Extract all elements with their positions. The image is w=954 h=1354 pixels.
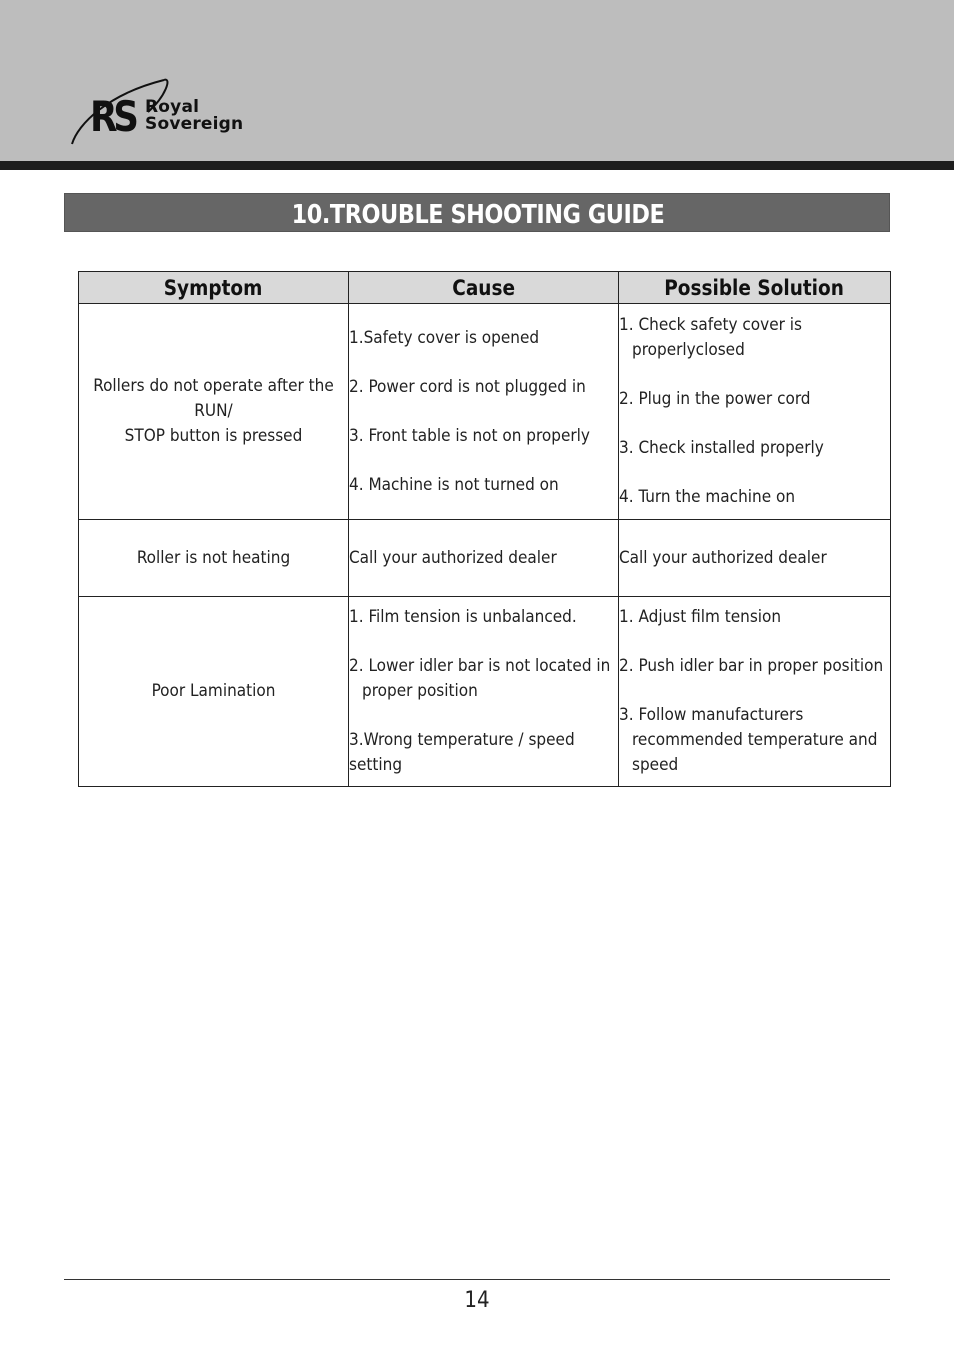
list-item: 2. Push idler bar in proper position (619, 656, 884, 676)
header-symptom: Symptom (79, 272, 349, 304)
section-title-bar (64, 193, 890, 232)
logo-line-1: Royal (145, 97, 200, 117)
table-row (79, 304, 891, 520)
list-item: 3. Front table is not on properly (349, 425, 590, 446)
table-header-row (79, 272, 891, 304)
cause-cell (349, 520, 619, 597)
table-row (79, 520, 891, 597)
page-title: 10.TROUBLE SHOOTING GUIDE (291, 200, 665, 230)
list-item: 2. Lower idler bar is not located in proper position (349, 656, 611, 701)
symptom-cell: Poor Lamination (79, 597, 349, 787)
symptom-cell: Roller is not heating (79, 520, 349, 597)
list-item: 1. Check safety cover is properlyclosed (619, 315, 802, 360)
list-item: 4. Machine is not turned on (349, 474, 559, 495)
logo-wordmark (145, 99, 243, 133)
list-item: 1. Film tension is unbalanced. (349, 607, 577, 627)
list-item: 4. Turn the machine on (619, 487, 796, 507)
list-item: 3. Follow manufacturers recommended temperature and speed (619, 705, 878, 775)
header-cause: Cause (349, 272, 619, 304)
list-item: Call your authorized dealer (349, 547, 557, 568)
troubleshooting-table (78, 271, 891, 787)
logo-line-2: Sovereign (145, 114, 244, 134)
list-item: 3.Wrong temperature / speed setting (349, 730, 575, 775)
logo-monogram: RS (90, 92, 135, 141)
list-item: 2. Power cord is not plugged in (349, 376, 586, 397)
royal-sovereign-logo (68, 74, 268, 150)
table-row (79, 597, 891, 787)
solution-cell (619, 597, 891, 787)
footer-rule (64, 1279, 890, 1280)
cause-cell (349, 597, 619, 787)
list-item: 1.Safety cover is opened (349, 327, 540, 348)
list-item: Call your authorized dealer (619, 547, 827, 568)
list-item: 1. Adjust film tension (619, 607, 782, 627)
page-number: 14 (464, 1288, 490, 1313)
solution-cell (619, 520, 891, 597)
solution-cell (619, 304, 891, 520)
symptom-cell: Rollers do not operate after the RUN/ STOP button is pressed (79, 304, 349, 520)
cause-cell (349, 304, 619, 520)
list-item: 2. Plug in the power cord (619, 389, 811, 409)
list-item: 3. Check installed properly (619, 438, 824, 458)
header-solution: Possible Solution (619, 272, 891, 304)
header-rule (0, 161, 954, 170)
